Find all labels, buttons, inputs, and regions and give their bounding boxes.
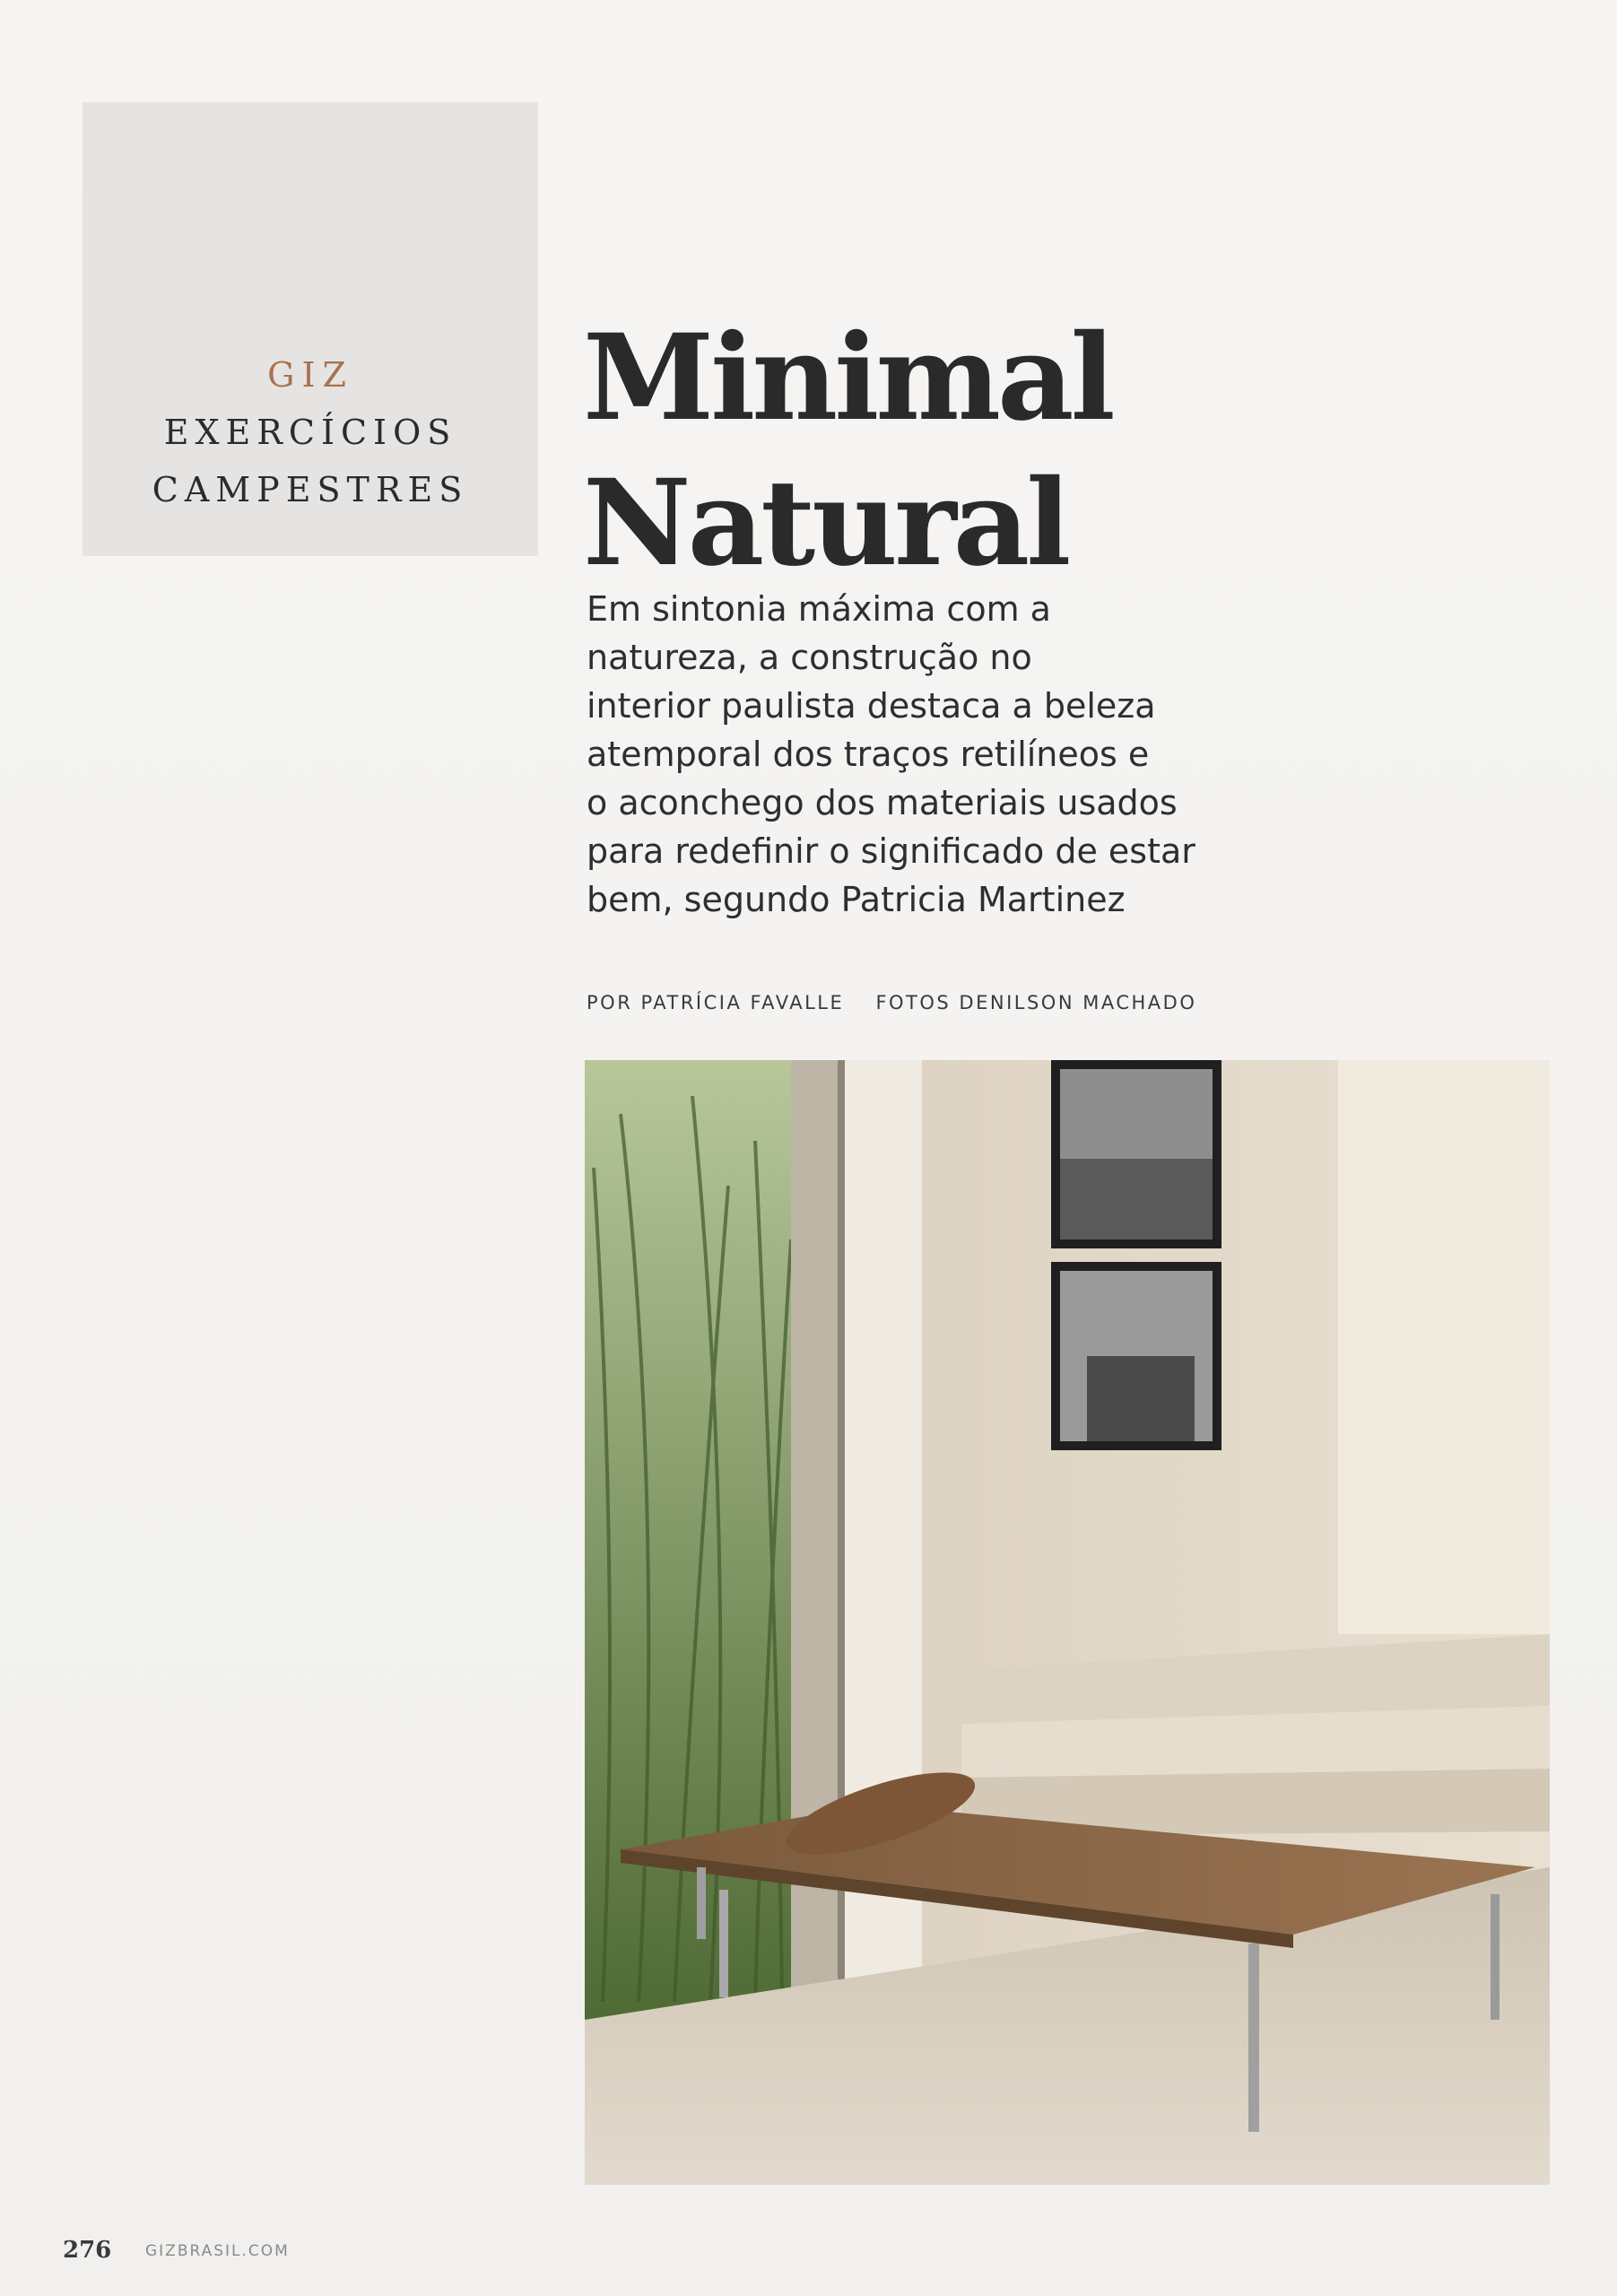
page-number: 276 xyxy=(63,2237,112,2264)
lede-line: interior paulista destaca a beleza xyxy=(587,686,1156,726)
photo-credit: FOTOS DENILSON MACHADO xyxy=(875,992,1197,1013)
section-title-line-2: CAMPESTRES xyxy=(152,470,469,509)
section-brand: GIZ xyxy=(267,355,353,395)
lede-line: natureza, a construção no xyxy=(587,638,1032,677)
lede-line: atemporal dos traços retilíneos e xyxy=(587,735,1150,774)
byline: POR PATRÍCIA FAVALLE xyxy=(587,992,845,1013)
lede-line: para redefinir o significado de estar xyxy=(587,831,1195,871)
section-label-box xyxy=(83,102,538,556)
credits xyxy=(587,992,1196,1013)
headline-line-1: Minimal xyxy=(583,309,1112,448)
lede-line: o aconchego dos materiais usados xyxy=(587,783,1178,822)
lede-line: bem, segundo Patricia Martinez xyxy=(587,880,1126,919)
site-url: GIZBRASIL.COM xyxy=(145,2242,290,2260)
headline-line-2: Natural xyxy=(583,454,1068,593)
lede-line: Em sintonia máxima com a xyxy=(587,589,1051,629)
lede-paragraph xyxy=(587,585,1304,924)
section-title-line-1: EXERCÍCIOS xyxy=(163,413,457,452)
interior-photo xyxy=(585,1060,1550,2185)
